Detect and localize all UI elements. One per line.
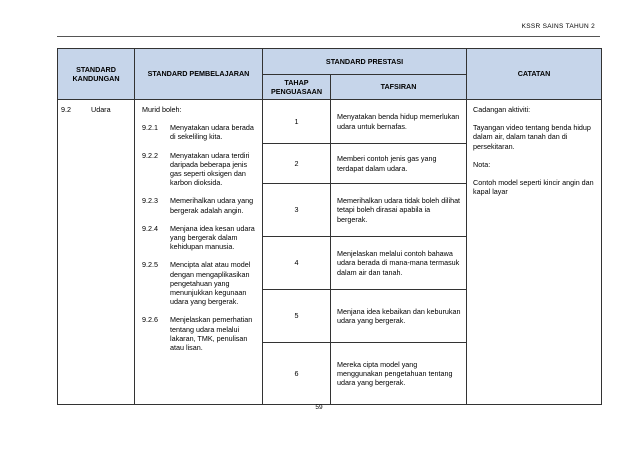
catatan-heading: Cadangan aktiviti:: [473, 105, 531, 114]
tahap-level: 2: [263, 144, 331, 184]
page-number: 59: [315, 404, 323, 411]
tahap-level: 3: [263, 184, 331, 237]
tahap-level: 6: [263, 343, 331, 405]
standard-pembelajaran-cell: [135, 100, 263, 405]
list-item: [142, 224, 258, 252]
pembelajaran-intro: Murid boleh:: [142, 105, 182, 114]
item-code: 9.2.2: [142, 150, 158, 160]
item-text: Mencipta alat atau model dengan mengaplikasikan pengetahuan yang menunjukkan kegunaan udara yang bergerak.: [170, 260, 251, 307]
tafsiran-text: Menjelaskan melalui contoh bahawa udara berada di mana-mana termasuk dalam air dan tanah.: [331, 237, 467, 290]
standard-kandungan-cell: [58, 100, 135, 405]
item-code: 9.2.3: [142, 196, 158, 206]
list-item: [142, 151, 258, 188]
tafsiran-text: Memerihalkan udara tidak boleh dilihat tetapi boleh dirasai apabila ia bergerak.: [331, 184, 467, 237]
tahap-level: 5: [263, 290, 331, 343]
list-item: [142, 260, 258, 306]
item-text: Menyatakan udara terdiri daripada beberapa jenis gas seperti oksigen dan karbon dioksida.: [170, 150, 250, 188]
kandungan-number: 9.2: [61, 105, 71, 114]
header-standard-kandungan: STANDARD KANDUNGAN: [58, 49, 135, 100]
kandungan-title: Udara: [91, 105, 111, 114]
curriculum-table: [57, 48, 602, 405]
catatan-text: Tayangan video tentang benda hidup dalam air, dalam tanah dan di persekitaran.: [473, 123, 591, 151]
list-item: [142, 123, 258, 141]
item-text: Menjelaskan pemerhatian tentang udara melalui lakaran, TMK, penulisan atau lisan.: [170, 315, 253, 353]
item-text: Memerihalkan udara yang bergerak adalah angin.: [170, 196, 254, 215]
catatan-note-text: Contoh model seperti kincir angin dan kapal layar: [473, 178, 594, 197]
tafsiran-text: Mereka cipta model yang menggunakan pengetahuan tentang udara yang bergerak.: [331, 343, 467, 405]
tafsiran-text: Menyatakan benda hidup memerlukan udara untuk bernafas.: [331, 100, 467, 144]
header-standard-pembelajaran: STANDARD PEMBELAJARAN: [135, 49, 263, 100]
tahap-level: 1: [263, 100, 331, 144]
running-header: KSSR SAINS TAHUN 2: [521, 23, 595, 30]
item-code: 9.2.6: [142, 315, 158, 325]
item-text: Menjana idea kesan udara yang bergerak dalam kehidupan manusia.: [170, 223, 255, 252]
catatan-note-heading: Nota:: [473, 159, 491, 169]
list-item: [142, 196, 258, 214]
tafsiran-text: Menjana idea kebaikan dan keburukan udara yang bergerak.: [331, 290, 467, 343]
tafsiran-text: Memberi contoh jenis gas yang terdapat dalam udara.: [331, 144, 467, 184]
item-text: Menyatakan udara berada di sekeliling kita.: [170, 123, 254, 142]
header-divider: [57, 36, 600, 37]
item-code: 9.2.5: [142, 260, 158, 270]
header-tahap-penguasaan: TAHAP PENGUASAAN: [263, 75, 331, 100]
list-item: [142, 315, 258, 352]
catatan-cell: [467, 100, 602, 405]
header-standard-prestasi: STANDARD PRESTASI: [263, 49, 467, 75]
item-code: 9.2.1: [142, 123, 158, 133]
header-catatan: CATATAN: [467, 49, 602, 100]
header-tafsiran: TAFSIRAN: [331, 75, 467, 100]
item-code: 9.2.4: [142, 223, 158, 233]
tahap-level: 4: [263, 237, 331, 290]
